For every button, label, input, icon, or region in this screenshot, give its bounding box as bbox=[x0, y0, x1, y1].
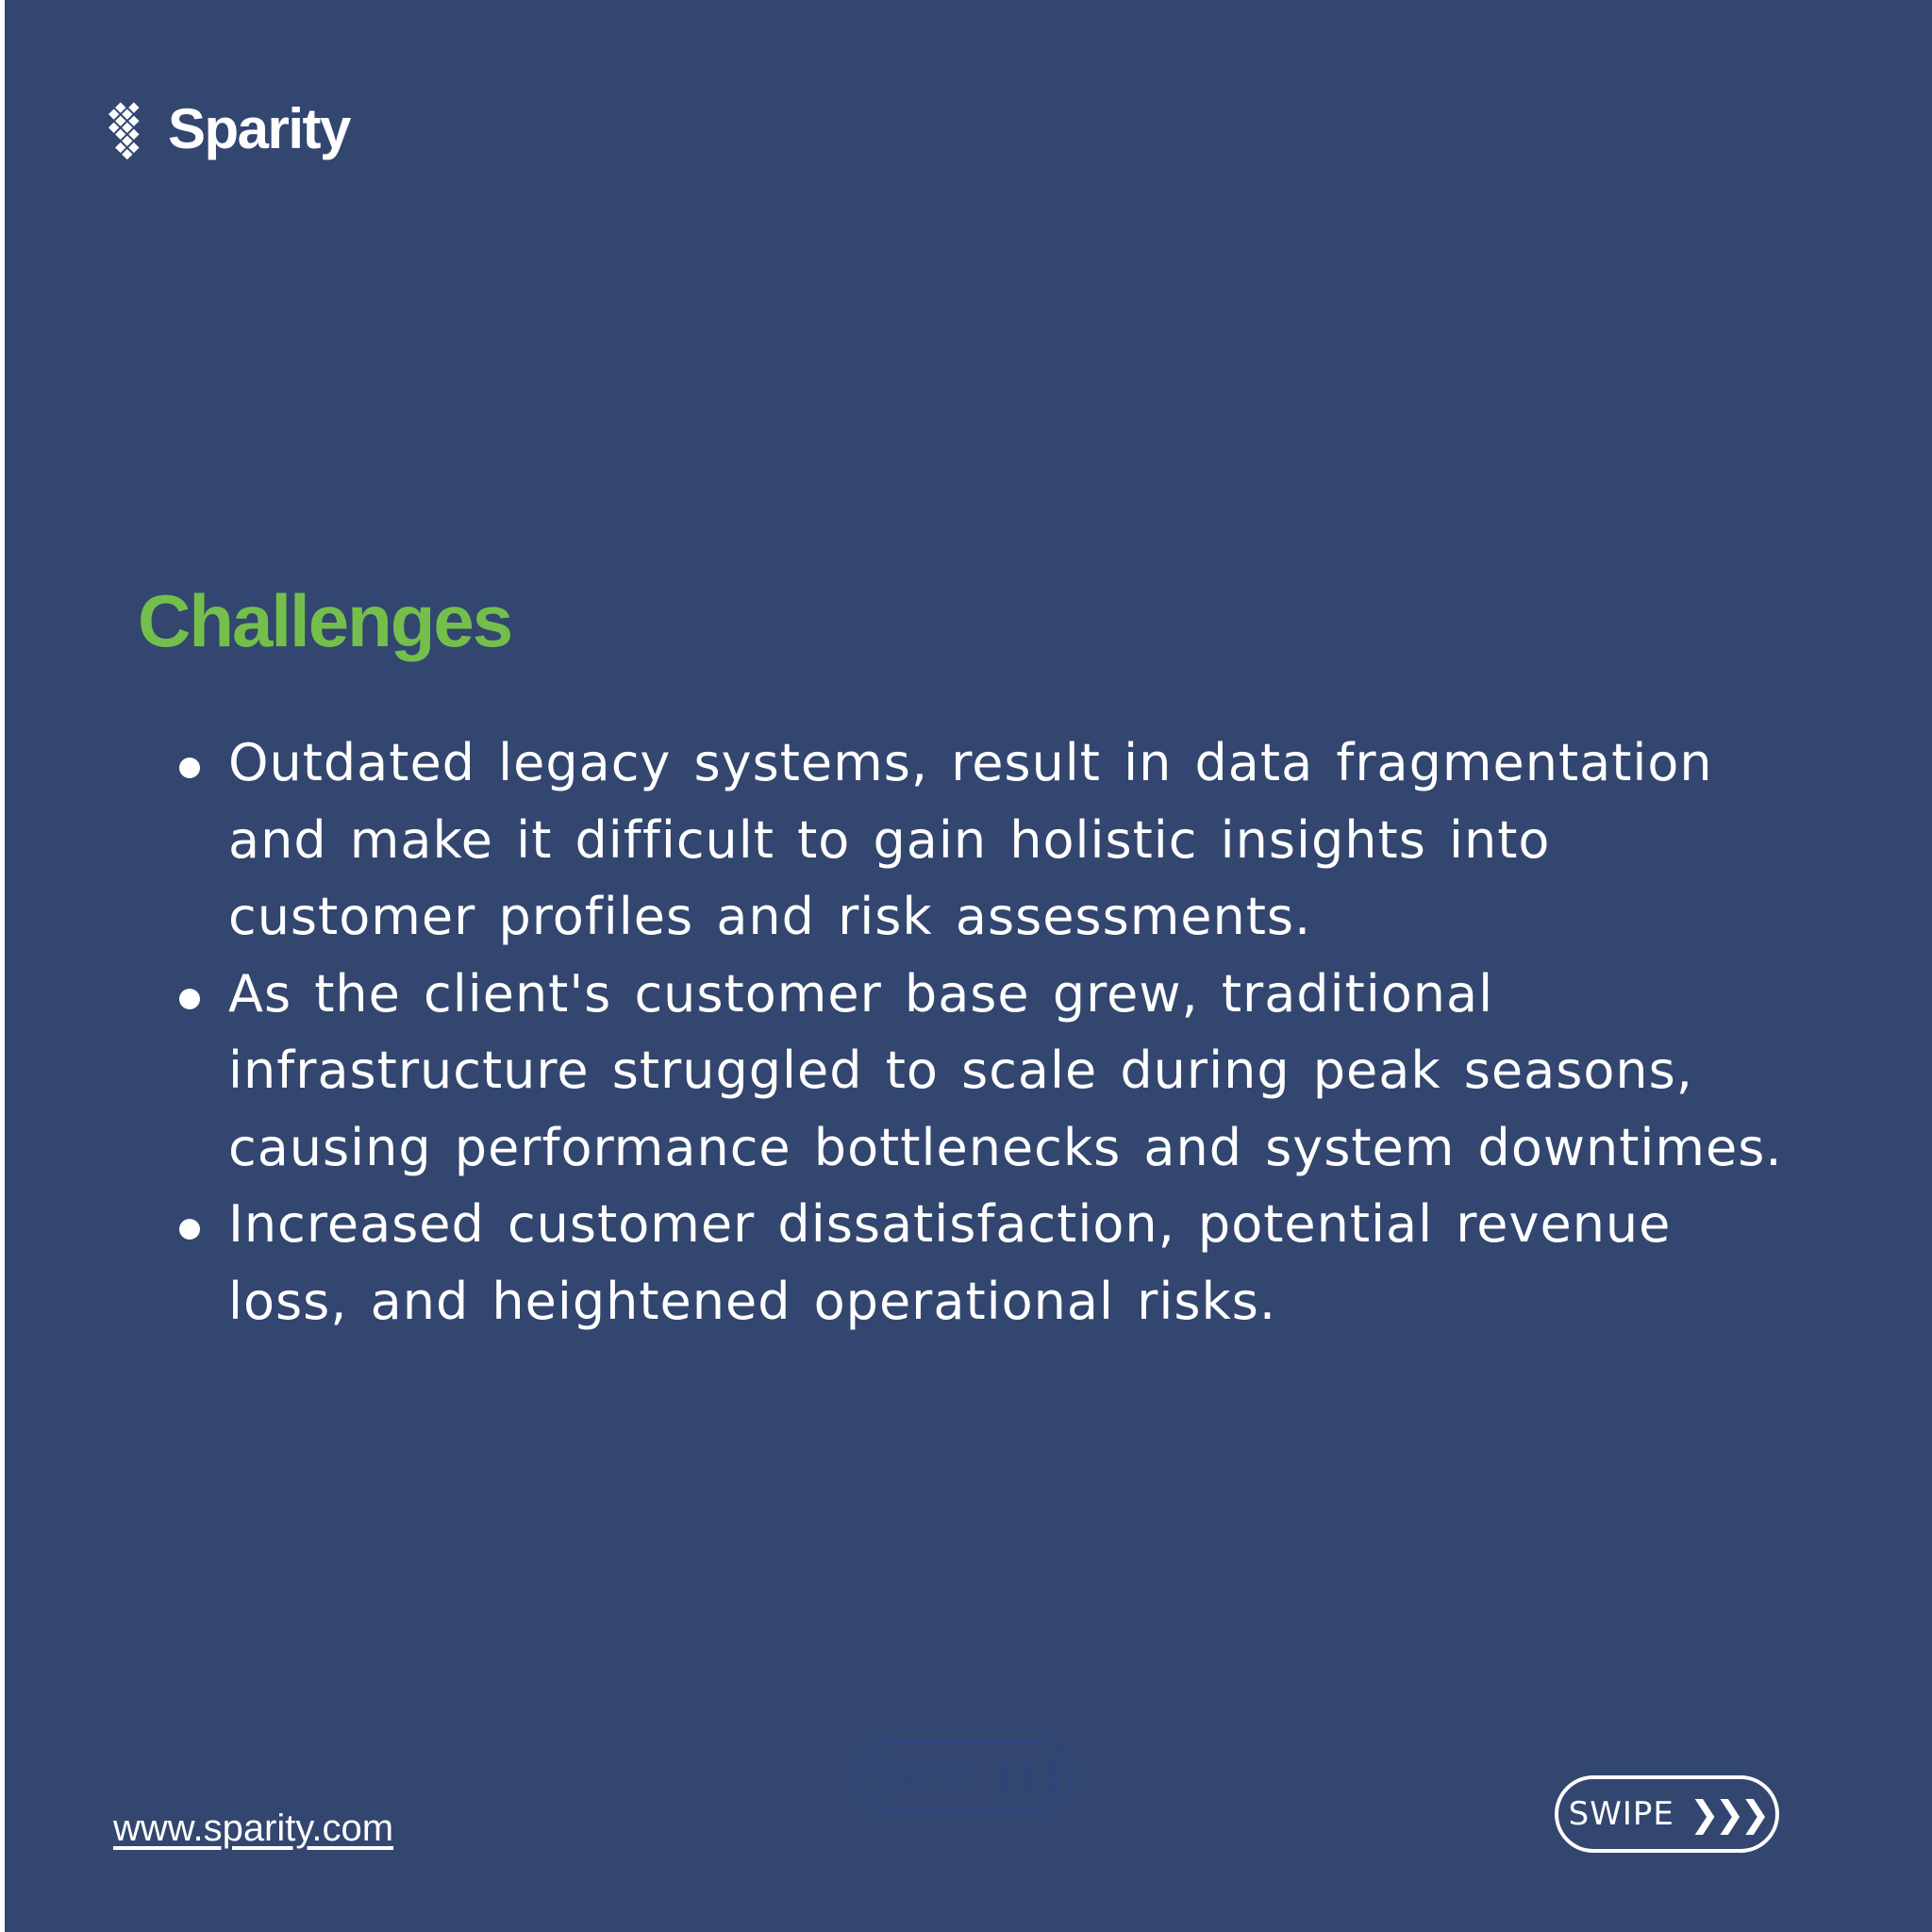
ghost-swipe-label: SWIPE bbox=[865, 1757, 972, 1794]
left-edge-border bbox=[0, 0, 5, 1932]
swipe-label: SWIPE bbox=[1568, 1795, 1674, 1833]
brand-name: Sparity bbox=[168, 96, 350, 160]
triple-chevron-right-icon: ❯❯❯ bbox=[988, 1756, 1063, 1795]
swipe-button[interactable] bbox=[1555, 1775, 1779, 1853]
sparity-logo-icon bbox=[108, 97, 164, 159]
brand-logo bbox=[108, 91, 350, 166]
challenge-item: Outdated legacy systems, result in data fragmentation and make it difficult to gain holistic insights into customer profiles and risk assessments. bbox=[179, 724, 1802, 956]
slide-heading: Challenges bbox=[138, 579, 512, 662]
challenge-item: As the client's customer base grew, traditional infrastructure struggled to scale during peak seasons, causing performance bottlenecks and system downtimes. bbox=[179, 956, 1802, 1187]
website-link[interactable]: www.sparity.com bbox=[113, 1807, 394, 1849]
triple-chevron-right-icon: ❯❯❯ bbox=[1689, 1793, 1766, 1835]
challenges-list bbox=[179, 724, 1802, 1340]
challenge-item: Increased customer dissatisfaction, potential revenue loss, and heightened operational risks. bbox=[179, 1186, 1802, 1340]
ghost-swipe-button bbox=[855, 1740, 1074, 1811]
